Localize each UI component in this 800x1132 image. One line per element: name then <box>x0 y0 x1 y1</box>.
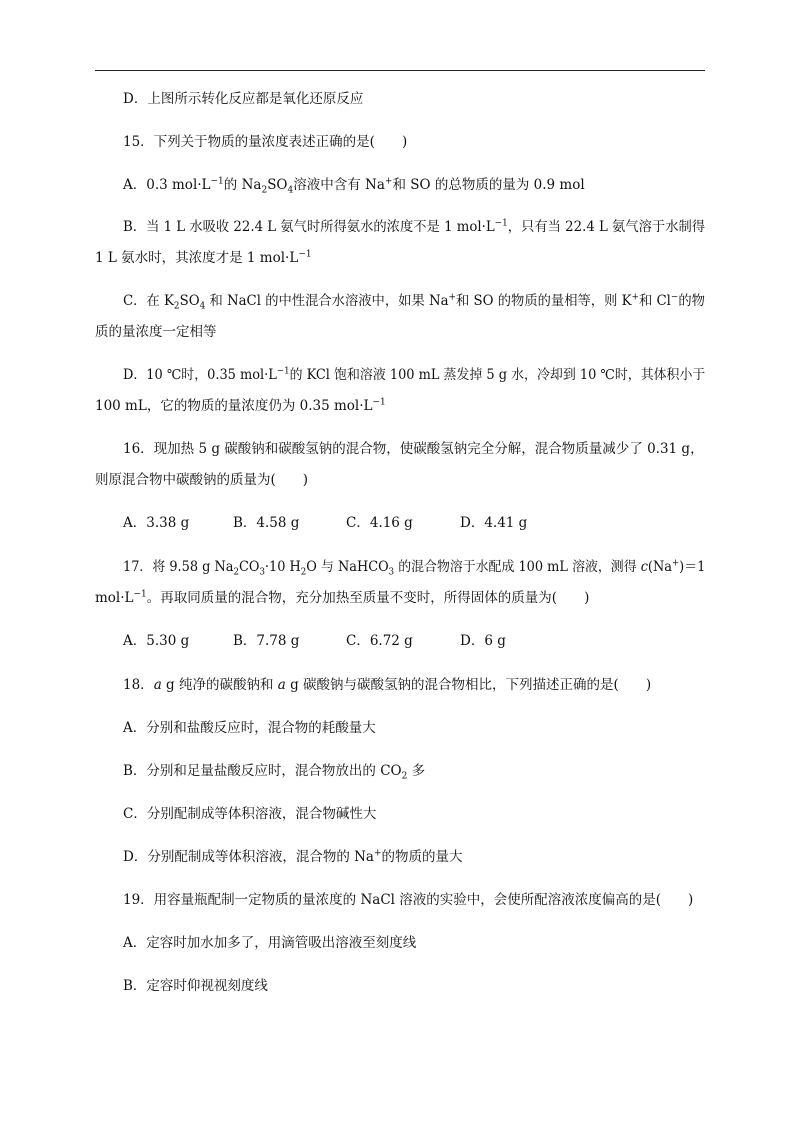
q15-option-c-line1: C．在 $K_2SO_4$ 和 NaCl 的中性混合水溶液中，如果 Na+和 SO 的物质的量相等，则 K+和 Cl−的物 <box>123 292 705 312</box>
q17-option-d: D．6 g <box>460 633 506 649</box>
q15-option-b-line2: 1 L 氨水时，其浓度才是 1 $mol\cdot L^{-1}$ <box>95 249 312 266</box>
q16-option-b: B．4.58 g <box>233 515 300 531</box>
q16-stem-line2: 则原混合物中碳酸钠的质量为( ) <box>95 472 309 488</box>
q18-option-a: A．分别和盐酸反应时，混合物的耗酸量大 <box>123 720 376 736</box>
q15-option-b-line1: B．当 1 L 水吸收 22.4 L 氨气时所得氨水的浓度不是 1 $mol\cdot L^{-1}$，只有当 22.4 L 氨气溶于水制得 <box>123 218 706 235</box>
q19-stem: 19．用容量瓶配制一定物质的量浓度的 NaCl 溶液的实验中，会使所配溶液浓度偏高的是( ) <box>123 892 694 908</box>
q16-option-a: A．3.38 g <box>123 515 190 531</box>
q18-option-b: B．分别和足量盐酸反应时，混合物放出的 $CO_2$ 多 <box>123 763 426 782</box>
q18-option-c: C．分别配制成等体积溶液，混合物碱性大 <box>123 806 377 822</box>
q19-option-a: A．定容时加水加多了，用滴管吸出溶液至刻度线 <box>123 935 417 951</box>
q18-option-d: D．分别配制成等体积溶液，混合物的 Na+的物质的量大 <box>123 848 463 865</box>
q19-option-b: B．定容时仰视视刻度线 <box>123 978 268 994</box>
q15-stem: 15．下列关于物质的量浓度表述正确的是( ) <box>123 134 408 150</box>
q17-stem-line2: $mol\cdot L^{-1}$。再取同质量的混合物，充分加热至质量不变时，所得固体的质量为( ) <box>95 589 590 606</box>
header-rule <box>95 70 705 71</box>
q16-stem-line1: 16．现加热 5 g 碳酸钠和碳酸氢钠的混合物，使碳酸氢钠完全分解，混合物质量减少了 0.31 g， <box>123 441 704 457</box>
q16-option-c: C．4.16 g <box>346 515 413 531</box>
q16-option-d: D．4.41 g <box>460 515 528 531</box>
q17-option-c: C．6.72 g <box>346 633 413 649</box>
q15-option-c-line2: 质的量浓度一定相等 <box>95 324 217 340</box>
q17-option-b: B．7.78 g <box>233 633 300 649</box>
q15-option-a: A．0.3 $mol\cdot L^{-1}$的 $Na_2SO_4$溶液中含有 Na+和 SO 的总物质的量为 0.9 mol <box>123 176 585 196</box>
q17-option-a: A．5.30 g <box>123 633 190 649</box>
q15-option-d-line2: 100 mL，它的物质的量浓度仍为 0.35 $mol\cdot L^{-1}$ <box>95 397 386 414</box>
q17-stem-line1: 17．将 9.58 g $Na_2CO_3\cdot 10$ $H_2O$ 与 NaHCO$_3$ 的混合物溶于水配成 100 mL 溶液，测得 c(Na+)＝1 <box>123 558 706 578</box>
q15-option-d-line1: D．10 ℃时，0.35 $mol\cdot L^{-1}$的 KCl 饱和溶液 100 mL 蒸发掉 5 g 水，冷却到 10 ℃时，其体积小于 <box>123 366 706 383</box>
q14-option-d: D．上图所示转化反应都是氧化还原反应 <box>123 91 364 107</box>
q18-stem: 18．a g 纯净的碳酸钠和 a g 碳酸钠与碳酸氢钠的混合物相比，下列描述正确的是( ) <box>123 677 652 693</box>
